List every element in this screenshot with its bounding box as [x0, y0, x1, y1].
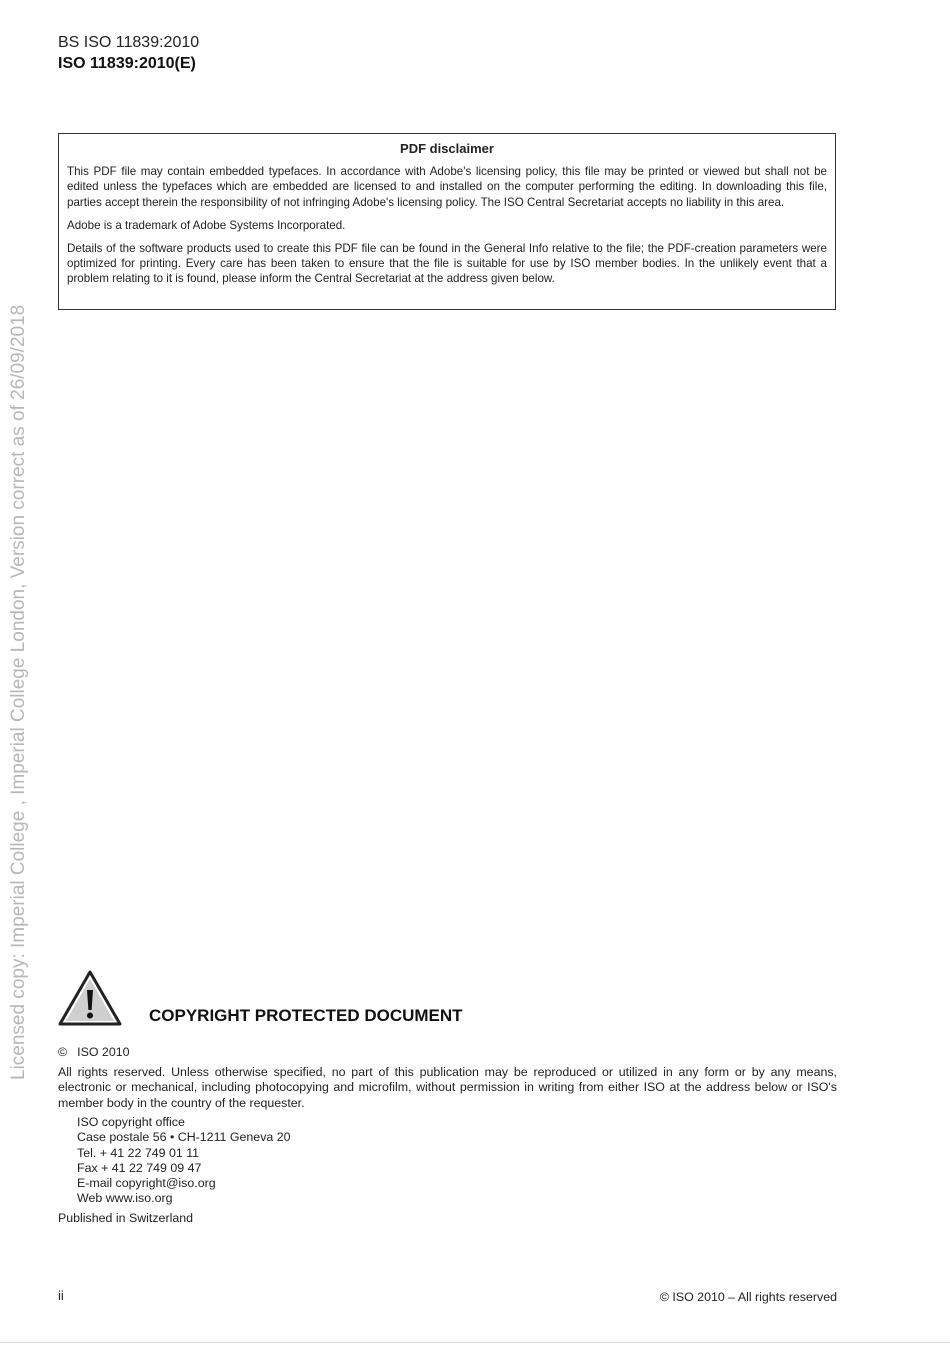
- iso-standard-number: ISO 11839:2010(E): [58, 55, 196, 72]
- disclaimer-paragraph-typefaces: This PDF file may contain embedded typefaces. In accordance with Adobe's licensing policy, this file may be printed or viewed but shall not be edited unless the typefaces which are embedded are licensed to and installed on the computer performing the editing. In downloading this file, parties accept therein the responsibility of not infringing Adobe's licensing policy. The ISO Central Secretariat accepts no liability in this area.: [67, 165, 827, 209]
- license-watermark: Licensed copy: Imperial College , Imperial College London, Version correct as of 26/09/2018: [8, 304, 29, 1080]
- address-office: ISO copyright office: [77, 1115, 185, 1129]
- copyright-protected-title: COPYRIGHT PROTECTED DOCUMENT: [149, 1006, 463, 1025]
- address-email: E-mail copyright@iso.org: [77, 1176, 216, 1191]
- disclaimer-title: PDF disclaimer: [400, 141, 494, 156]
- copyright-symbol: ©: [58, 1045, 68, 1059]
- page-number: ii: [58, 1288, 64, 1303]
- bs-standard-number: BS ISO 11839:2010: [58, 34, 200, 51]
- disclaimer-paragraph-software: Details of the software products used to create this PDF file can be found in the General Info relative to the file; the PDF-creation parameters were optimized for printing. Every care has been taken to ensure that the file is suitable for use by ISO member bodies. In the unlikely event that a problem relating to it is found, please inform the Central Secretariat at the address given below.: [67, 242, 827, 286]
- page-edge-divider: [0, 1342, 950, 1343]
- pdf-disclaimer-box: [58, 133, 836, 310]
- copyright-year-line: [58, 1045, 130, 1059]
- copyright-year: ISO 2010: [77, 1045, 130, 1059]
- warning-triangle-icon: [58, 970, 122, 1026]
- address-tel: Tel. + 41 22 749 01 11: [77, 1145, 200, 1160]
- address-web: Web www.iso.org: [77, 1191, 173, 1206]
- address-postal: Case postale 56 • CH-1211 Geneva 20: [77, 1130, 291, 1145]
- footer-copyright: © ISO 2010 – All rights reserved: [659, 1290, 837, 1304]
- disclaimer-paragraph-trademark: Adobe is a trademark of Adobe Systems Incorporated.: [67, 218, 346, 232]
- iso-address-block: [77, 1115, 291, 1207]
- copyright-rights-text: All rights reserved. Unless otherwise specified, no part of this publication may be reproduced or utilized in any form or by any means, electronic or mechanical, including photocopying and microfilm, without permission in writing from either ISO at the address below or ISO's member body in the country of the requester.: [58, 1065, 837, 1110]
- published-in: Published in Switzerland: [58, 1211, 193, 1225]
- address-fax: Fax + 41 22 749 09 47: [77, 1160, 202, 1175]
